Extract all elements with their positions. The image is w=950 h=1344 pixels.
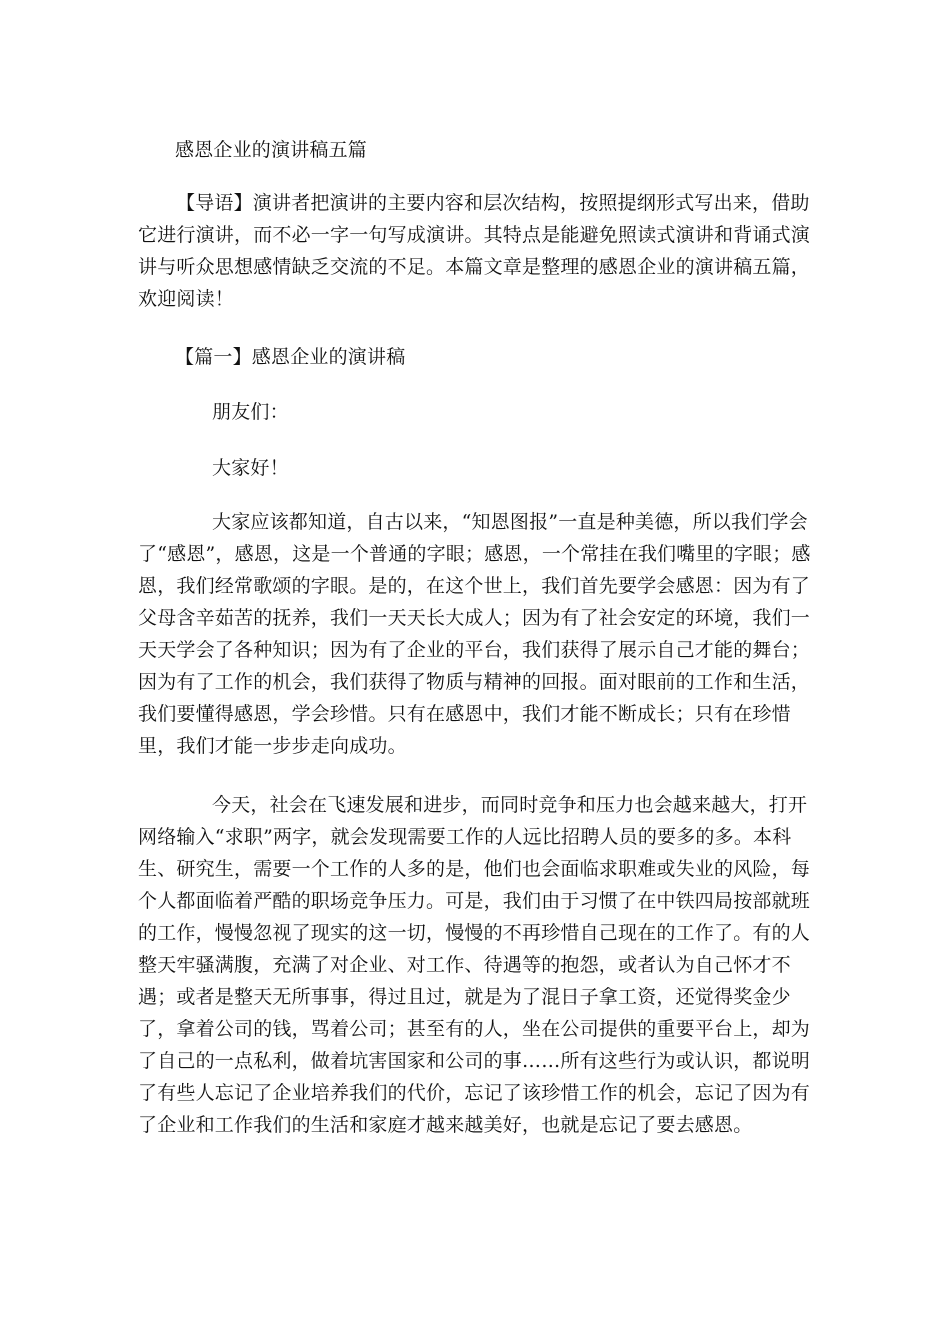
intro-paragraph: 【导语】演讲者把演讲的主要内容和层次结构，按照提纲形式写出来，借助它进行演讲，而不必一字一句写成演讲。其特点是能避免照读式演讲和背诵式演讲与听众思想感情缺乏交流的不足。本篇文章是整理的感恩企业的演讲稿五篇，欢迎阅读！ <box>138 192 811 310</box>
greeting: 大家好！ <box>212 457 289 479</box>
section-heading: 【篇一】感恩企业的演讲稿 <box>175 346 406 368</box>
body-paragraph-2: 今天，社会在飞速发展和进步，而同时竞争和压力也会越来越大，打开网络输入“求职”两字，就会发现需要工作的人远比招聘人员的要多的多。本科生、研究生，需要一个工作的人多的是，他们也会面临求职难或失业的风险，每个人都面临着严酷的职场竞争压力。可是，我们由于习惯了在中铁四局按部就班的工作，慢慢忽视了现实的这一切，慢慢的不再珍惜自己现在的工作了。有的人整天牢骚满腹，充满了对企业、对工作、待遇等的抱怨，或者认为自己怀才不遇；或者是整天无所事事，得过且过，就是为了混日子拿工资，还觉得奖金少了，拿着公司的钱，骂着公司；甚至有的人，坐在公司提供的重要平台上，却为了自己的一点私利，做着坑害国家和公司的事……所有这些行为或认识，都说明了有些人忘记了企业培养我们的代价，忘记了该珍惜工作的机会，忘记了因为有了企业和工作我们的生活和家庭才越来越美好，也就是忘记了要去感恩。 <box>138 794 811 1136</box>
body-paragraph-1: 大家应该都知道，自古以来，“知恩图报”一直是种美德，所以我们学会了“感恩”，感恩，这是一个普通的字眼；感恩，一个常挂在我们嘴里的字眼；感恩，我们经常歌颂的字眼。是的，在这个世上，我们首先要学会感恩：因为有了父母含辛茹苦的抚养，我们一天天长大成人；因为有了社会安定的环境，我们一天天学会了各种知识；因为有了企业的平台，我们获得了展示自己才能的舞台；因为有了工作的机会，我们获得了物质与精神的回报。面对眼前的工作和生活，我们要懂得感恩，学会珍惜。只有在感恩中，我们才能不断成长；只有在珍惜里，我们才能一步步走向成功。 <box>138 511 811 757</box>
document-title: 感恩企业的演讲稿五篇 <box>175 139 368 161</box>
salutation: 朋友们： <box>212 401 289 423</box>
